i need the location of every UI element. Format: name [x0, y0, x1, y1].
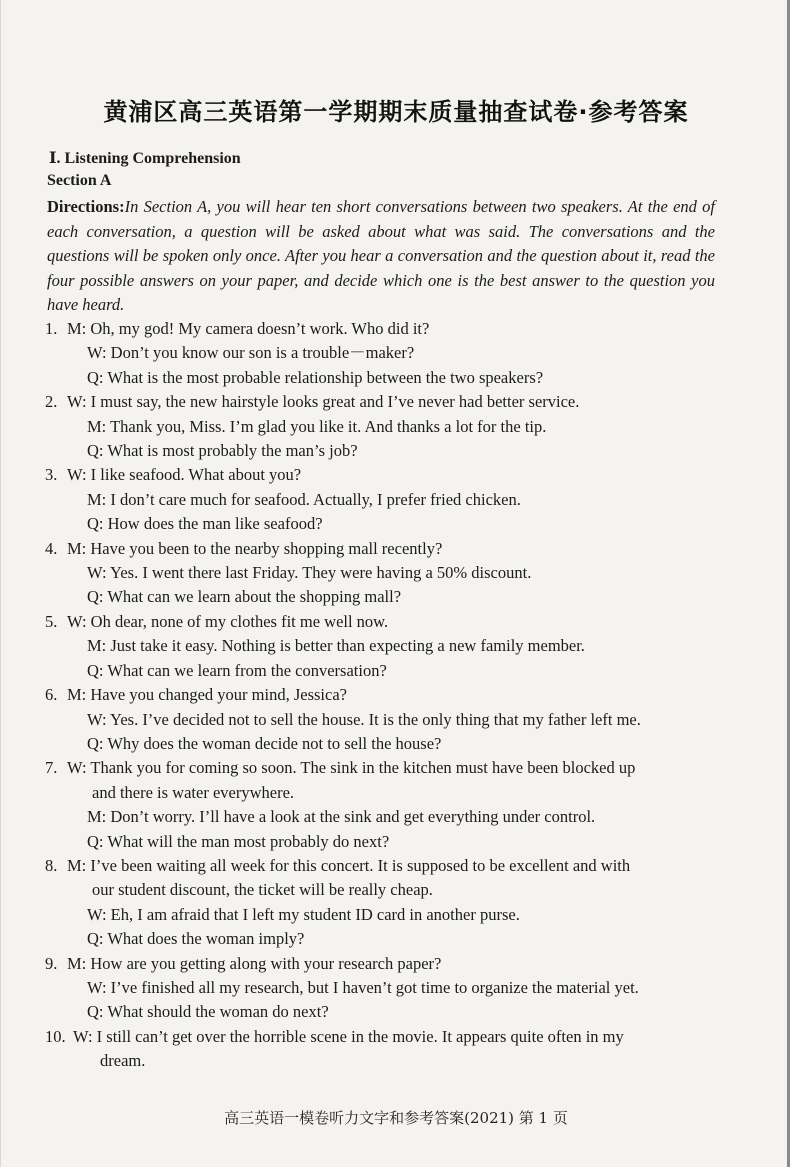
dialogue-line: 1. M: Oh, my god! My camera doesn’t work. Who did it?: [45, 317, 719, 341]
dialogue-line: Q: What can we learn about the shopping mall?: [87, 587, 402, 607]
dialogue-line: 2. W: I must say, the new hairstyle looks great and I’ve never had better service.: [45, 390, 719, 414]
dialogue-line: our student discount, the ticket will be really cheap.: [92, 880, 433, 900]
dialogue-line: Q: What can we learn from the conversation?: [87, 660, 387, 680]
directions-label: Directions:: [47, 197, 125, 216]
dialogue-line: Q: What is most probably the man’s job?: [87, 441, 358, 461]
dialogue-line: 3. W: I like seafood. What about you?: [45, 463, 719, 487]
page-footer: 高三英语一模卷听力文字和参考答案(2021) 第 1 页: [224, 1109, 568, 1127]
section-a-heading: Section A: [47, 172, 112, 189]
page-title: 黄浦区高三英语第一学期期末质量抽查试卷·参考答案: [103, 98, 689, 126]
dialogue-line: M: Don’t worry. I’ll have a look at the sink and get everything under control.: [87, 807, 596, 827]
dialogue-line: dream.: [100, 1051, 146, 1071]
dialogue-line: 10. W: I still can’t get over the horrible scene in the movie. It appears quite often in my: [45, 1025, 719, 1049]
section-heading: Ⅰ. Listening Comprehension: [49, 150, 241, 167]
dialogue-line: Q: How does the man like seafood?: [87, 514, 323, 534]
dialogue-line: 5. W: Oh dear, none of my clothes fit me well now.: [45, 610, 719, 634]
item-number: 6.: [45, 685, 58, 705]
item-number: 9.: [45, 953, 58, 973]
item-number: 10.: [45, 1026, 66, 1046]
dialogue-line: Q: What does the woman imply?: [87, 929, 305, 949]
item-number: 8.: [45, 855, 58, 875]
dialogue-line: 6. M: Have you changed your mind, Jessica?: [45, 683, 719, 707]
dialogue-line: W: I’ve finished all my research, but I haven’t got time to organize the material yet.: [87, 977, 639, 997]
dialogue-line: 4. M: Have you been to the nearby shopping mall recently?: [45, 537, 719, 561]
dialogue-line: 9. M: How are you getting along with your research paper?: [45, 952, 719, 976]
directions-paragraph: [47, 195, 715, 318]
dialogue-line: M: Just take it easy. Nothing is better than expecting a new family member.: [87, 636, 585, 656]
item-number: 3.: [45, 465, 58, 485]
directions-text: In Section A, you will hear ten short conversations between two speakers. At the end of each conversation, a question will be asked about what was said. The conversations and the questions will be spoken only once. After you hear a conversation and the question about it, read the four possible answers on your paper, and decide which one is the best answer to the question you have heard.: [47, 197, 715, 314]
dialogue-line: 8. M: I’ve been waiting all week for this concert. It is supposed to be excellent and with: [45, 854, 719, 878]
dialogue-line: M: I don’t care much for seafood. Actually, I prefer fried chicken.: [87, 489, 521, 509]
item-number: 4.: [45, 538, 58, 558]
dialogue-line: Q: What is the most probable relationship between the two speakers?: [87, 367, 544, 387]
dialogue-line: W: Eh, I am afraid that I left my student ID card in another purse.: [87, 904, 520, 924]
dialogue-list: [45, 317, 719, 1074]
dialogue-line: W: Yes. I went there last Friday. They were having a 50% discount.: [87, 563, 532, 583]
dialogue-line: M: Thank you, Miss. I’m glad you like it. And thanks a lot for the tip.: [87, 416, 547, 436]
dialogue-line: Q: What will the man most probably do next?: [87, 831, 390, 851]
dialogue-line: W: Yes. I’ve decided not to sell the house. It is the only thing that my father left me.: [87, 709, 641, 729]
dialogue-line: 7. W: Thank you for coming so soon. The sink in the kitchen must have been blocked up: [45, 756, 719, 780]
dialogue-line: W: Don’t you know our son is a trouble－maker?: [87, 343, 415, 363]
dialogue-line: Q: What should the woman do next?: [87, 1002, 329, 1022]
item-number: 1.: [45, 319, 58, 338]
item-number: 5.: [45, 611, 58, 631]
item-number: 2.: [45, 392, 58, 412]
dialogue-line: and there is water everywhere.: [92, 782, 295, 802]
dialogue-line: Q: Why does the woman decide not to sell the house?: [87, 733, 442, 753]
item-number: 7.: [45, 758, 58, 778]
